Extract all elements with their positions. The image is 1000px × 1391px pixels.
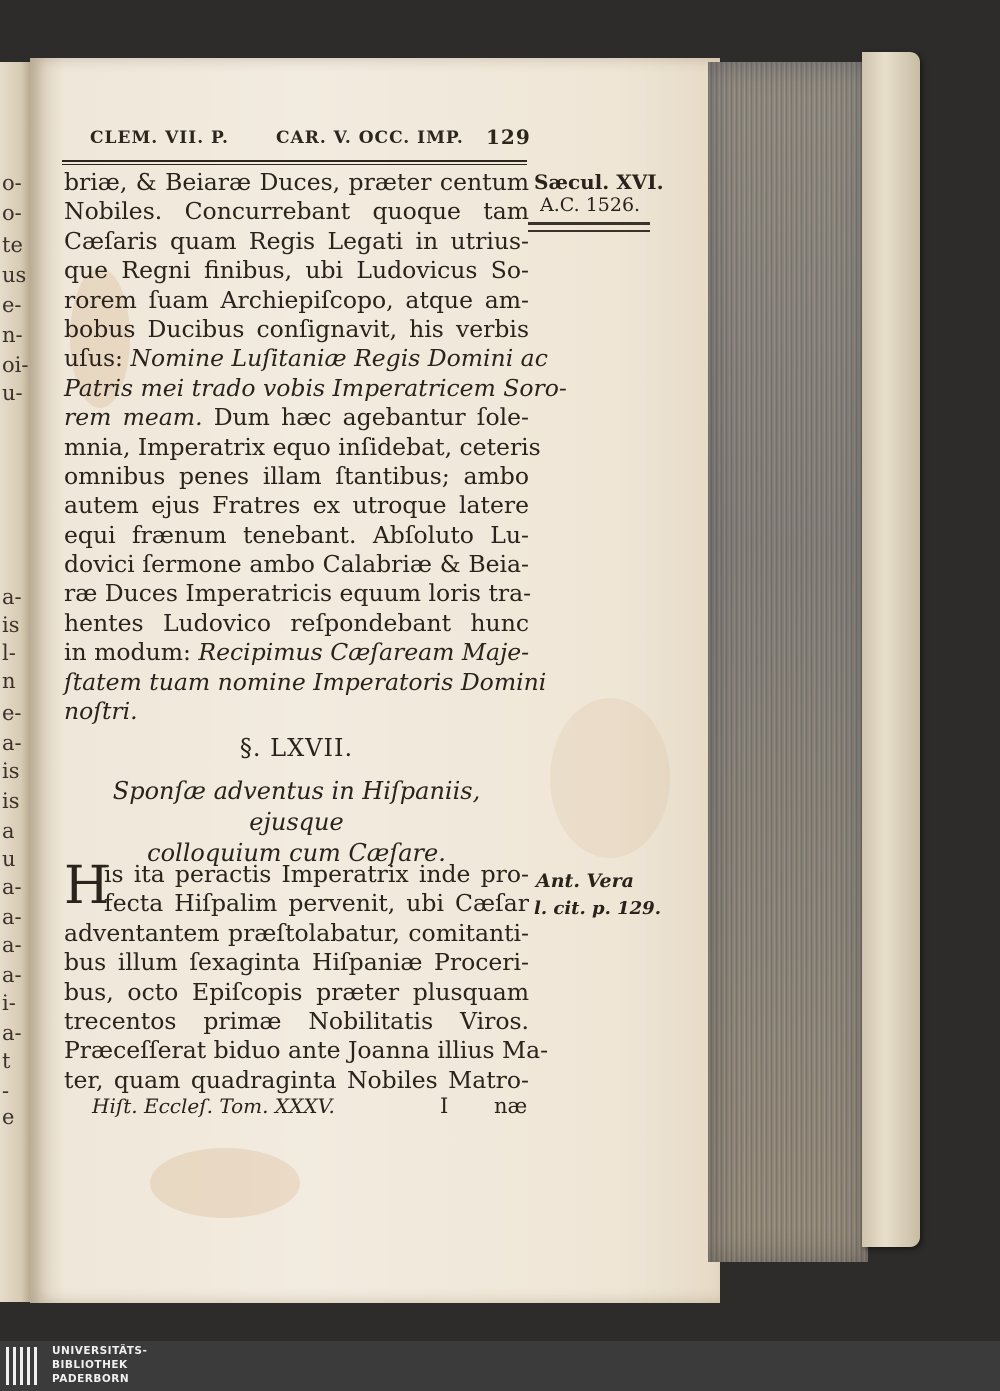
margin-note-source-1: Ant. Vera — [536, 870, 634, 892]
previous-page-fragment — [0, 62, 30, 1302]
running-head-left: CLEM. VII. P. — [90, 128, 229, 148]
library-name-line-1: UNIVERSITÄTS- — [52, 1345, 148, 1357]
left-margin-fragment: is — [2, 759, 20, 783]
left-margin-fragment: a- — [2, 875, 22, 899]
left-margin-fragment: n- — [2, 323, 23, 347]
margin-note-year: A.C. 1526. — [540, 194, 641, 216]
left-margin-fragment: e — [2, 1105, 15, 1129]
text-line: mnia, Imperatrix equo inſidebat, ceteris — [64, 432, 541, 461]
text-line: is ita peractis Imperatrix inde pro- — [104, 860, 529, 888]
left-margin-fragment: a- — [2, 585, 22, 609]
left-margin-fragment: i- — [2, 991, 16, 1015]
text-line: ræ Duces Imperatricis equum loris tra- — [64, 579, 532, 608]
text-line: adventantem præſtolabatur, comitanti- — [64, 918, 529, 947]
text-line: bobus Ducibus conſignavit, his verbis — [64, 314, 529, 343]
left-margin-fragment: is — [2, 789, 20, 813]
text-line: Nobiles. Concurrebant quoque tam — [64, 197, 529, 226]
book-cover — [862, 52, 920, 1247]
quote: Recipimus Cæſaream Maje- — [198, 638, 530, 667]
text-line: Cæſaris quam Regis Legati in utrius- — [64, 226, 529, 255]
quote-line: Patris mei trado vobis Imperatricem Soro- — [64, 373, 567, 402]
library-logo-icon — [6, 1347, 42, 1385]
text-line: uſus: Nomine Luſitaniæ Regis Domini ac — [64, 344, 548, 373]
gathering-mark: I — [440, 1094, 449, 1118]
paragraph-2 — [64, 856, 549, 1095]
left-margin-fragment: e- — [2, 293, 22, 317]
quote-line: ſtatem tuam nomine Imperatoris Domini — [64, 667, 547, 696]
paragraph-1 — [64, 168, 567, 726]
text-line: hentes Ludovico reſpondebant hunc — [64, 608, 529, 637]
text-line: Præceſſerat biduo ante Joanna illius Ma- — [64, 1036, 549, 1065]
left-margin-fragment: n — [2, 669, 16, 693]
margin-note-source-2: l. cit. p. 129. — [534, 898, 661, 919]
text-line: dovici ſermone ambo Calabriæ & Beia- — [64, 550, 529, 579]
left-margin-fragment: a- — [2, 1021, 22, 1045]
left-margin-fragment: e- — [2, 701, 22, 725]
margin-note-saeculum: Sæcul. XVI. — [534, 170, 664, 194]
text-line: bus illum ſexaginta Hiſpaniæ Proceri- — [64, 948, 529, 977]
running-head-center: CAR. V. OCC. IMP. — [276, 128, 464, 148]
quote-line: noſtri. — [64, 697, 138, 726]
left-margin-fragment: a — [2, 819, 15, 843]
left-margin-fragment: o- — [2, 171, 22, 195]
head-rule — [62, 160, 527, 162]
signature-line: Hiſt. Eccleſ. Tom. XXXV. — [92, 1094, 335, 1118]
left-margin-fragment: te — [2, 233, 23, 257]
page-number: 129 — [486, 125, 531, 149]
section-number: §. LXVII. — [239, 734, 354, 762]
left-margin-fragment: - — [2, 1079, 10, 1103]
text-line: rorem ſuam Archiepiſcopo, atque am- — [64, 285, 529, 314]
library-name-line-3: PADERBORN — [52, 1373, 130, 1385]
text-line: bus, octo Epiſcopis præter plusquam — [64, 977, 529, 1006]
library-banner — [0, 1341, 1000, 1391]
left-margin-fragment: a- — [2, 731, 22, 755]
text-line: que Regni finibus, ubi Ludovicus So- — [64, 256, 529, 285]
left-margin-fragment: t — [2, 1049, 11, 1073]
left-margin-fragment: u — [2, 847, 16, 871]
text-line: omnibus penes illam ſtantibus; ambo — [64, 461, 529, 490]
drop-capital: H — [64, 856, 110, 916]
left-margin-fragment: a- — [2, 905, 22, 929]
text-line: fecta Hiſpalim pervenit, ubi Cæſar — [104, 889, 529, 918]
text-line: in modum: Recipimus Cæſaream Maje- — [64, 638, 530, 667]
section-title: Sponſæ adventus in Hiſpaniis, ejusque colloquium cum Cæſare. — [112, 777, 481, 867]
text-line: trecentos primæ Nobilitatis Viros. — [64, 1006, 529, 1035]
text-line: ter, quam quadraginta Nobiles Matro- — [64, 1065, 529, 1094]
left-margin-fragment: o- — [2, 201, 22, 225]
text-line: equi frænum tenebant. Abſoluto Lu- — [64, 520, 529, 549]
text-line: autem ejus Fratres ex utroque latere — [64, 491, 529, 520]
left-margin-fragment: a- — [2, 933, 22, 957]
catchword: næ — [494, 1094, 528, 1118]
left-margin-fragment: u- — [2, 381, 23, 405]
left-margin-fragment: oi- — [2, 353, 29, 377]
left-margin-fragment: l- — [2, 641, 16, 665]
text-line: briæ, & Beiaræ Duces, præter centum — [64, 168, 529, 196]
text-line: rem meam. Dum hæc agebantur ſole- — [64, 403, 529, 432]
library-name-line-2: BIBLIOTHEK — [52, 1359, 128, 1371]
left-margin-fragment: us — [2, 263, 27, 287]
left-margin-fragment: a- — [2, 963, 22, 987]
left-margin-fragment: is — [2, 613, 20, 637]
quote: Nomine Luſitaniæ Regis Domini ac — [130, 344, 548, 373]
